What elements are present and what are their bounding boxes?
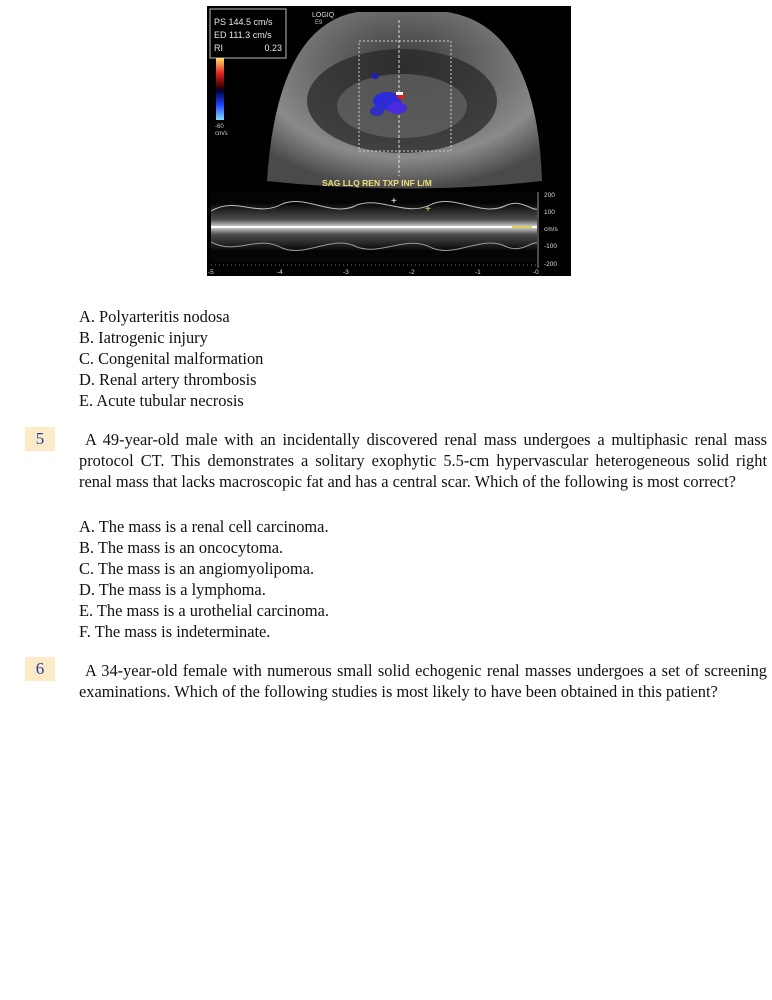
q5-option-d[interactable]: D. The mass is a lymphoma. [79, 580, 266, 599]
question-number-5: 5 [25, 427, 55, 451]
q4-options [79, 306, 263, 411]
color-scale-bar [216, 58, 224, 120]
spectral-doppler [211, 192, 537, 262]
time-tick-4: -4 [277, 269, 283, 276]
time-tick-2: -2 [409, 269, 415, 276]
q4-option-b[interactable]: B. Iatrogenic injury [79, 328, 208, 347]
b-mode-sector [267, 12, 542, 189]
time-tick-0: -0 [533, 269, 539, 276]
ri-label: RI [214, 43, 223, 53]
q5-option-c[interactable]: C. The mass is an angiomyolipoma. [79, 559, 315, 578]
color-scale-unit: cm/s [215, 131, 228, 137]
time-tick-1: -1 [475, 269, 481, 276]
ultrasound-doppler-image [207, 6, 571, 276]
q4-option-a[interactable]: A. Polyarteritis nodosa [79, 307, 230, 326]
color-scale-min: -60 [215, 124, 224, 130]
scale-200: 200 [544, 192, 555, 199]
time-tick-5: -5 [208, 269, 214, 276]
q4-option-e[interactable]: E. Acute tubular necrosis [79, 391, 244, 410]
scale-neg200: -200 [544, 261, 558, 268]
scale-neg100: -100 [544, 243, 558, 250]
ps-readout: PS 144.5 cm/s [214, 17, 273, 27]
svg-text:+: + [391, 196, 397, 207]
svg-text:+: + [425, 204, 431, 215]
scale-100: 100 [544, 209, 555, 216]
probe-sublabel: E9 [315, 20, 323, 26]
q4-option-d[interactable]: D. Renal artery thrombosis [79, 370, 257, 389]
q5-options [79, 516, 329, 642]
probe-label: LOGIQ [312, 12, 335, 19]
q5-option-e[interactable]: E. The mass is a urothelial carcinoma. [79, 601, 330, 620]
q6-stem: A 34-year-old female with numerous small solid echogenic renal masses undergoes a set of screening examinations. Which of the following studies is most likely to have been obtained in this patient? [79, 661, 767, 701]
view-label: SAG LLQ REN TXP INF L/M [322, 178, 432, 188]
q5-stem: A 49-year-old male with an incidentally discovered renal mass undergoes a multiphasic renal mass protocol CT. This demonstrates a solitary exophytic 5.5-cm hypervascular heterogeneous solid right renal mass that lacks macroscopic fat and has a central scar. Which of the following is most correct? [79, 430, 767, 491]
time-tick-3: -3 [343, 269, 349, 276]
q4-option-c[interactable]: C. Congenital malformation [79, 349, 264, 368]
q5-option-f[interactable]: F. The mass is indeterminate. [79, 622, 271, 641]
question-number-6: 6 [25, 657, 55, 681]
q5-option-b[interactable]: B. The mass is an oncocytoma. [79, 538, 284, 557]
scale-unit: cm/s [544, 226, 558, 233]
ri-value: 0.23 [264, 43, 282, 53]
ed-readout: ED 111.3 cm/s [214, 30, 272, 40]
q5-option-a[interactable]: A. The mass is a renal cell carcinoma. [79, 517, 329, 536]
